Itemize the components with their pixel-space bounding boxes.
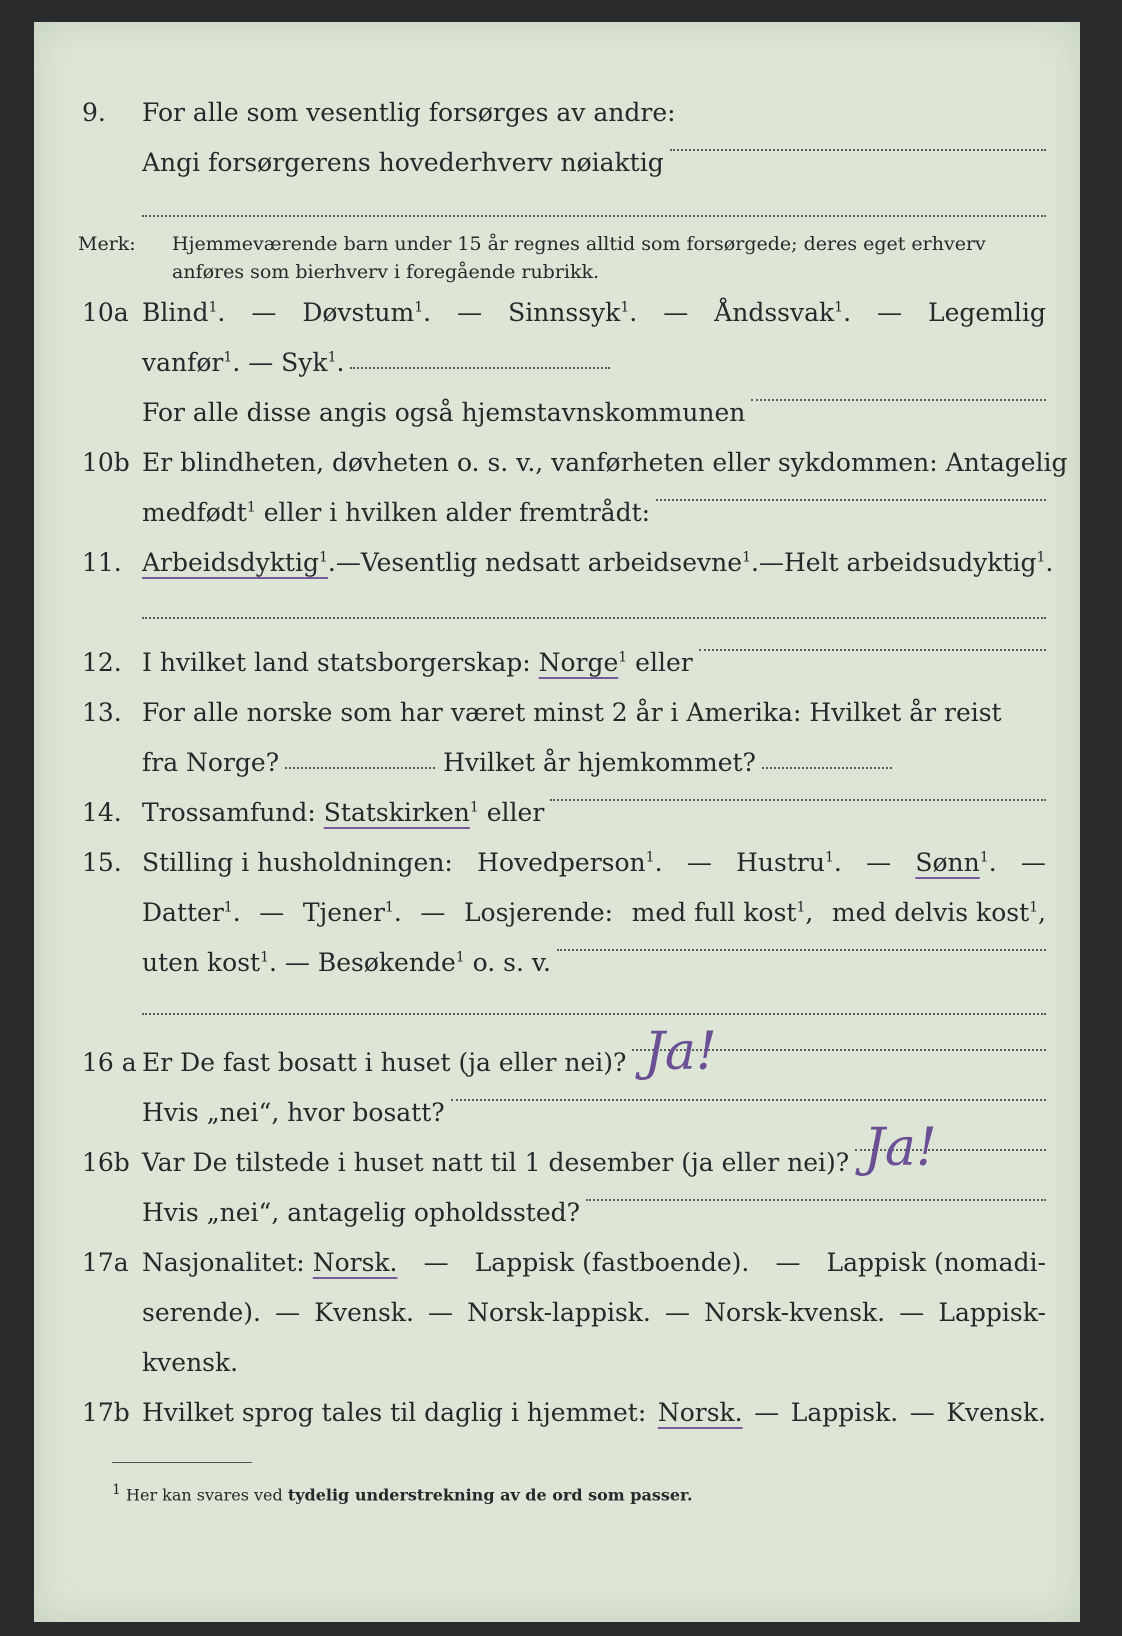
item-14: 14. Trossamfund: Statskirken$^1$ eller [34, 798, 1080, 838]
item-16a: 16 a Er De fast bosatt i huset (ja eller nei)? [34, 1048, 1080, 1088]
item-16b-line2: Hvis „nei“, antagelig opholdssted? [34, 1198, 1080, 1238]
item-number: 16b [82, 1148, 130, 1177]
answer-line[interactable] [670, 148, 1046, 151]
item-10a-line3: For alle disse angis også hjemstavnskommunen [34, 398, 1080, 438]
item-10a: 10a Blind$^1$. — Døvstum$^1$. — Sinnssyk$^1$. — Åndssvak$^1$. — Legemlig [82, 298, 1046, 327]
item-11: 11. Arbeidsdyktig$^1$ . — Vesentlig nedsatt arbeidsevne$^1$. — Helt arbeidsudyktig$^1$. [82, 548, 1054, 577]
option-norge: Norge [538, 648, 619, 677]
item-number: 12. [82, 648, 122, 677]
option-syk: Syk [281, 348, 328, 377]
item-13 [34, 698, 1080, 738]
item-text: For alle som vesentlig forsørges av andre: [142, 98, 676, 127]
answer-line[interactable] [285, 766, 435, 769]
handwritten-answer-16a: Ja! [644, 1022, 717, 1082]
item-17a-line3: kvensk. [142, 1348, 239, 1377]
option-dovstum: Døvstum$^1$. [302, 298, 432, 327]
item-number: 9. [82, 98, 106, 127]
footnote: 1 Her kan svares ved tydelig understrekning av de ord som passer. [112, 1482, 693, 1505]
option-andssvak: Åndssvak$^1$. [714, 298, 852, 327]
answer-line[interactable] [557, 948, 1046, 951]
option-udyktig: Helt arbeidsudyktig$^1$. [783, 548, 1054, 577]
note-label: Merk: [78, 233, 136, 255]
item-number: 10a [82, 298, 129, 327]
option-arbeidsdyktig: Arbeidsdyktig$^1$ [142, 548, 328, 577]
item-number: 15. [82, 848, 122, 877]
item-17a: 17a Nasjonalitet: Norsk. — Lappisk (fastboende). — Lappisk (nomadi- [82, 1248, 1046, 1277]
option-hovedperson: Hovedperson$^1$. [477, 848, 663, 877]
answer-line[interactable] [350, 366, 610, 369]
item-9-line2 [34, 148, 1080, 188]
answer-line[interactable] [142, 214, 1046, 217]
item-text: Angi forsørgerens hovederhverv nøiaktig [142, 148, 664, 177]
item-12: 12. I hvilket land statsborgerskap: Norge$^1$ eller [34, 648, 1080, 688]
item-16a-line2: Hvis „nei“, hvor bosatt? [34, 1098, 1080, 1138]
answer-line[interactable] [550, 798, 1046, 801]
option-hustru: Hustru$^1$. [736, 848, 842, 877]
handwritten-answer-16b: Ja! [864, 1118, 937, 1178]
option-legemlig: Legemlig [928, 298, 1046, 327]
item-number: 17a [82, 1248, 129, 1277]
item-10a-line2: vanfør$^1$. — Syk$^1$. [34, 348, 1080, 388]
item-9 [34, 98, 1080, 138]
answer-line[interactable] [451, 1098, 1046, 1101]
item-number: 11. [82, 548, 122, 577]
item-text: For alle norske som har været minst 2 år i Amerika: Hvilket år reist [142, 698, 1002, 727]
item-17b: 17b Hvilket sprog tales til daglig i hjemmet: Norsk. — Lappisk. — Kvensk. [82, 1398, 1046, 1427]
option-sinnssyk: Sinnssyk$^1$. [508, 298, 638, 327]
option-nedsatt: Vesentlig nedsatt arbeidsevne$^1$. [360, 548, 759, 577]
option-blind: Blind$^1$. [142, 298, 226, 327]
answer-line[interactable] [586, 1198, 1046, 1201]
item-number: 17b [82, 1398, 130, 1427]
footnote-rule [112, 1462, 252, 1463]
item-17a-line2: serende). — Kvensk. — Norsk-lappisk. — Norsk-kvensk. — Lappisk- [142, 1298, 1046, 1327]
census-form-page [34, 22, 1080, 1622]
item-10b-line2: medfødt$^1$ eller i hvilken alder fremtrådt: [34, 498, 1080, 538]
item-number: 10b [82, 448, 130, 477]
item-number: 14. [82, 798, 122, 827]
note-text: Hjemmeværende barn under 15 år regnes alltid som forsørgede; deres eget erhverv anføres som bierhverv i foregående rubrikk. [172, 233, 986, 283]
item-15-line3: uten kost$^1$. — Besøkende$^1$ o. s. v. [34, 948, 1080, 988]
answer-line[interactable] [762, 766, 892, 769]
option-norsk: Norsk. [657, 1398, 743, 1427]
item-15-line2: Datter$^1$. — Tjener$^1$. — Losjerende: med full kost$^1$, med delvis kost$^1$, [142, 898, 1046, 927]
answer-line[interactable] [142, 1012, 1046, 1015]
answer-line[interactable] [656, 498, 1046, 501]
note-merk [34, 230, 1080, 290]
option-sonn: Sønn$^1$. [915, 848, 997, 877]
answer-line[interactable] [699, 648, 1046, 651]
item-number: 13. [82, 698, 122, 727]
answer-line[interactable] [142, 616, 1046, 619]
item-text: Er blindheten, døvheten o. s. v., vanførheten eller sykdommen: Antagelig [142, 448, 1068, 477]
option-statskirken: Statskirken [323, 798, 470, 827]
item-10b [34, 448, 1080, 488]
item-15: 15. Stilling i husholdningen: Hovedperson$^1$. — Hustru$^1$. — Sønn$^1$. — [82, 848, 1046, 877]
answer-line[interactable] [751, 398, 1046, 401]
item-13-line2: fra Norge? Hvilket år hjemkommet? [34, 748, 1080, 788]
item-16b: 16b Var De tilstede i huset natt til 1 desember (ja eller nei)? [34, 1148, 1080, 1188]
item-number: 16 a [82, 1048, 137, 1077]
option-norsk: Norsk. [312, 1248, 398, 1277]
